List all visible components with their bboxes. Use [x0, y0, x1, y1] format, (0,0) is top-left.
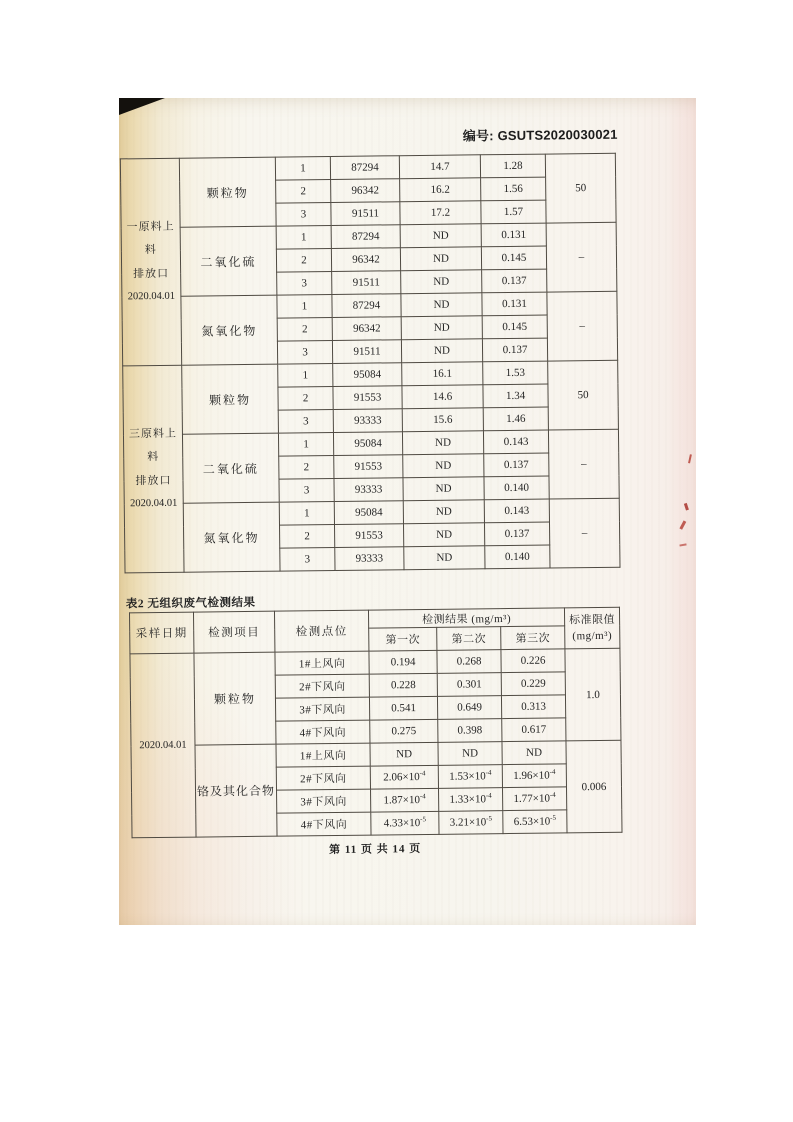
result-cell: 0.228: [369, 673, 437, 697]
value-cell: 91553: [335, 524, 404, 548]
value-cell: ND: [401, 270, 482, 294]
point-cell: 4#下风向: [276, 720, 370, 744]
value-cell: 93333: [335, 547, 404, 571]
value-cell: 91553: [334, 455, 403, 479]
date-cell: 2020.04.01: [130, 653, 196, 838]
result-cell: ND: [438, 742, 502, 766]
sample-no-cell: 2: [278, 386, 333, 410]
value-cell: ND: [400, 224, 481, 248]
page-number-footer: 第 11 页 共 14 页: [329, 843, 422, 857]
value-cell: 96342: [331, 248, 400, 272]
value-cell: 0.137: [484, 453, 549, 477]
sample-no-cell: 3: [277, 340, 332, 364]
value-cell: ND: [403, 500, 484, 524]
value-cell: 93333: [334, 478, 403, 502]
result-cell: [438, 765, 502, 789]
value-cell: 87294: [330, 156, 399, 180]
pollutant-cell: 二氧化硫: [180, 226, 277, 296]
value-cell: 14.6: [402, 385, 483, 409]
value-cell: ND: [400, 247, 481, 271]
sci-exp: -4: [419, 792, 426, 801]
sample-no-cell: 1: [276, 226, 331, 250]
value-cell: 16.2: [400, 178, 481, 202]
sample-no-cell: 3: [278, 409, 333, 433]
value-cell: 0.145: [482, 315, 547, 339]
result-cell: 0.275: [370, 719, 438, 743]
value-cell: 0.143: [484, 499, 549, 523]
point-cell: 2#下风向: [275, 674, 369, 698]
result-cell: 0.649: [437, 696, 501, 720]
value-cell: 1.28: [480, 154, 545, 178]
sample-no-cell: 1: [275, 157, 330, 181]
value-cell: 1.57: [481, 200, 546, 224]
header-limit: [564, 607, 619, 649]
value-cell: ND: [402, 431, 483, 455]
header-run2: 第二次: [437, 627, 501, 651]
value-cell: 95084: [333, 432, 402, 456]
limit-cell: –: [548, 429, 619, 499]
sci-base: 1.53×10: [449, 770, 486, 783]
point-cell: 1#上风向: [276, 743, 370, 767]
result-cell: [371, 788, 439, 812]
value-cell: 0.131: [481, 223, 546, 247]
document-number: 编号: GSUTS2020030021: [462, 126, 618, 144]
sample-no-cell: 2: [276, 249, 331, 273]
point-cell: 2#下风向: [276, 766, 370, 790]
sample-no-cell: 2: [280, 524, 335, 548]
page-content: [110, 92, 696, 925]
value-cell: 95084: [333, 363, 402, 387]
sample-no-cell: 1: [278, 363, 333, 387]
value-cell: 0.143: [483, 430, 548, 454]
value-cell: 93333: [333, 409, 402, 433]
value-cell: 1.56: [481, 177, 546, 201]
site-date: 2020.04.01: [127, 290, 176, 302]
site-line: 三原料上料: [128, 428, 178, 464]
sci-base: 6.53×10: [513, 815, 551, 828]
sample-no-cell: 3: [277, 272, 332, 296]
sci-base: 1.96×10: [513, 769, 550, 782]
value-cell: ND: [404, 546, 485, 570]
site-cell: [123, 365, 184, 573]
value-cell: ND: [403, 523, 484, 547]
value-cell: 1.53: [483, 361, 548, 385]
pollutant-cell: 氮氧化物: [181, 295, 278, 365]
result-cell: 0.229: [501, 672, 565, 696]
site-cell: [120, 158, 181, 366]
result-cell: [371, 811, 439, 835]
limit-cell: 0.006: [566, 740, 622, 833]
limit-cell: 1.0: [565, 648, 621, 741]
result-cell: [370, 765, 438, 789]
value-cell: 17.2: [400, 201, 481, 225]
header-limit-line: (mg/m³): [572, 629, 613, 643]
value-cell: 0.140: [485, 545, 550, 569]
value-cell: 0.137: [484, 522, 549, 546]
fugitive-emission-table: [129, 607, 623, 839]
sample-no-cell: 2: [279, 455, 334, 479]
value-cell: 16.1: [402, 362, 483, 386]
sci-exp: -4: [419, 769, 426, 778]
value-cell: 91511: [331, 202, 400, 226]
sci-exp: -4: [485, 768, 492, 777]
value-cell: ND: [403, 454, 484, 478]
sample-no-cell: 3: [280, 547, 335, 571]
result-cell: ND: [502, 741, 566, 765]
sci-base: 1.33×10: [449, 793, 487, 806]
result-cell: 0.194: [369, 650, 437, 674]
pollutant-cell: 颗粒物: [179, 157, 276, 227]
result-cell: 0.313: [501, 695, 565, 719]
pollutant-cell: 氮氧化物: [183, 502, 280, 572]
header-run1: 第一次: [369, 627, 437, 651]
sample-no-cell: 2: [277, 317, 332, 341]
sci-base: 3.21×10: [449, 816, 487, 829]
value-cell: 0.137: [482, 269, 547, 293]
result-cell: 0.301: [437, 673, 501, 697]
header-limit-line: 标准限值: [569, 613, 616, 626]
site-line: 一原料上料: [126, 221, 175, 257]
site-line: 排放口: [135, 474, 172, 487]
value-cell: 0.145: [481, 246, 546, 270]
value-cell: 87294: [331, 225, 400, 249]
result-cell: 0.226: [501, 649, 565, 673]
sci-base: 4.33×10: [383, 817, 421, 830]
value-cell: ND: [403, 477, 484, 501]
value-cell: 0.131: [482, 292, 547, 316]
value-cell: 14.7: [399, 155, 480, 179]
sci-base: 1.77×10: [513, 792, 551, 805]
value-cell: 1.34: [483, 384, 548, 408]
result-cell: [503, 810, 567, 834]
sample-no-cell: 1: [278, 432, 333, 456]
sample-no-cell: 2: [276, 180, 331, 204]
sci-exp: -4: [485, 791, 492, 800]
value-cell: 0.137: [482, 338, 547, 362]
pollutant-cell: 颗粒物: [194, 652, 276, 745]
site-line: 排放口: [133, 267, 170, 280]
sci-exp: -4: [549, 767, 556, 776]
result-cell: 0.268: [437, 650, 501, 674]
value-cell: 91511: [332, 340, 401, 364]
scanned-page: [119, 98, 696, 925]
value-cell: ND: [401, 339, 482, 363]
stack-emission-table: [120, 153, 621, 574]
limit-cell: –: [546, 222, 617, 292]
value-cell: 15.6: [402, 408, 483, 432]
limit-cell: –: [547, 291, 618, 361]
header-date: 采样日期: [129, 612, 193, 654]
sci-base: 2.06×10: [383, 771, 420, 784]
site-date: 2020.04.01: [130, 497, 178, 509]
result-cell: 0.541: [369, 696, 437, 720]
value-cell: 96342: [332, 317, 401, 341]
pollutant-cell: 颗粒物: [182, 364, 279, 434]
limit-cell: –: [549, 498, 620, 568]
result-cell: [502, 787, 566, 811]
point-cell: 4#下风向: [277, 812, 371, 836]
value-cell: 1.46: [483, 407, 548, 431]
limit-cell: 50: [548, 360, 619, 430]
pollutant-cell: 铬及其化合物: [195, 744, 277, 837]
point-cell: 1#上风向: [275, 651, 369, 675]
header-result: 检测结果 (mg/m³): [368, 608, 564, 628]
result-cell: [502, 764, 566, 788]
value-cell: 96342: [331, 179, 400, 203]
point-cell: 3#下风向: [275, 697, 369, 721]
table2-title: 表2 无组织废气检测结果: [125, 596, 256, 611]
sci-exp: -5: [420, 815, 427, 824]
point-cell: 3#下风向: [277, 789, 371, 813]
value-cell: 91511: [332, 271, 401, 295]
value-cell: 0.140: [484, 476, 549, 500]
value-cell: 95084: [334, 501, 403, 525]
pollutant-cell: 二氧化硫: [182, 433, 279, 503]
sci-exp: -5: [550, 813, 557, 822]
result-cell: [439, 788, 503, 812]
sample-no-cell: 3: [279, 478, 334, 502]
sample-no-cell: 1: [277, 295, 332, 319]
sample-no-cell: 1: [279, 501, 334, 525]
result-cell: ND: [370, 742, 438, 766]
header-run3: 第三次: [501, 626, 565, 650]
result-cell: 0.617: [502, 718, 566, 742]
limit-cell: 50: [545, 153, 616, 223]
sci-exp: -4: [549, 790, 556, 799]
result-cell: [439, 811, 503, 835]
sample-no-cell: 3: [276, 203, 331, 227]
sci-exp: -5: [486, 814, 493, 823]
value-cell: ND: [401, 316, 482, 340]
value-cell: 87294: [332, 294, 401, 318]
value-cell: ND: [401, 293, 482, 317]
header-point: 检测点位: [274, 610, 368, 652]
value-cell: 91553: [333, 386, 402, 410]
header-item: 检测项目: [193, 611, 274, 653]
sci-base: 1.87×10: [383, 794, 421, 807]
result-cell: 0.398: [438, 719, 502, 743]
